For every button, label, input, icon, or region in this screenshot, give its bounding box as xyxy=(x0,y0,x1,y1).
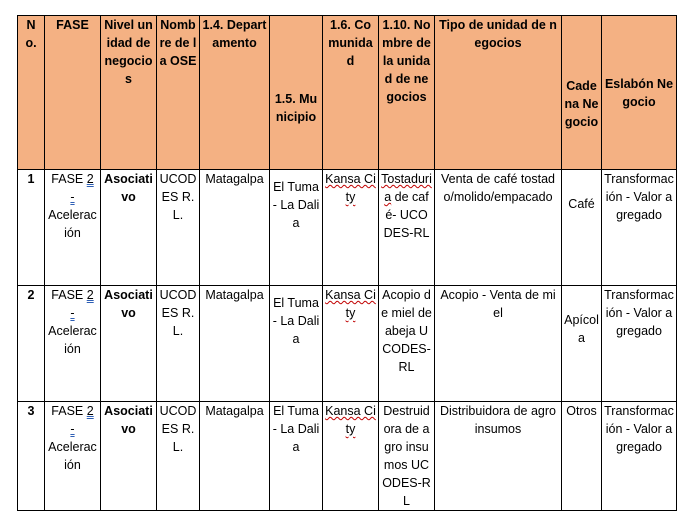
header-no: N o. xyxy=(18,16,45,170)
header-municipio: 1.5. Municipio xyxy=(270,16,323,170)
row-tipo-unidad: Distribuidora de agro insumos xyxy=(435,402,562,511)
row-eslabon: Transformación - Valor agregado xyxy=(602,286,677,402)
row-nombre-unidad: Destruidora de agro insumos UCODES-RL xyxy=(379,402,435,511)
header-departamento: 1.4. Departamento xyxy=(200,16,270,170)
row-municipio: El Tuma - La Dalia xyxy=(270,170,323,286)
row-eslabon: Transformación - Valor agregado xyxy=(602,170,677,286)
row-eslabon: Transformación - Valor agregado xyxy=(602,402,677,511)
header-tipo-unidad: Tipo de unidad de negocios xyxy=(435,16,562,170)
row-no: 3 xyxy=(18,402,45,511)
table-row xyxy=(18,170,677,286)
row-nivel: Asociativo xyxy=(101,170,157,286)
row-departamento: Matagalpa xyxy=(200,170,270,286)
header-eslabon: Eslabón Negocio xyxy=(602,16,677,170)
row-fase: FASE 2 - Aceleración xyxy=(45,286,101,402)
row-cadena: Café xyxy=(562,170,602,286)
row-departamento: Matagalpa xyxy=(200,402,270,511)
header-nombre-unidad: 1.10. Nombre de la unidad de negocios xyxy=(379,16,435,170)
row-comunidad: Kansa City xyxy=(323,170,379,286)
row-tipo-unidad: Venta de café tostado/molido/empacado xyxy=(435,170,562,286)
header-fase: FASE xyxy=(45,16,101,170)
row-ose: UCODES R.L. xyxy=(157,402,200,511)
row-cadena: Otros xyxy=(562,402,602,511)
row-departamento: Matagalpa xyxy=(200,286,270,402)
row-fase: FASE 2 - Aceleración xyxy=(45,170,101,286)
row-nivel: Asociativo xyxy=(101,286,157,402)
row-no: 1 xyxy=(18,170,45,286)
row-nombre-unidad: Acopio de miel de abeja UCODES-RL xyxy=(379,286,435,402)
table-row xyxy=(18,402,677,511)
row-fase: FASE 2 - Aceleración xyxy=(45,402,101,511)
row-nombre-unidad: Tostaduria de café- UCODES-RL xyxy=(379,170,435,286)
table-row xyxy=(18,286,677,402)
header-nombre-ose: Nombre de la OSE xyxy=(157,16,200,170)
row-municipio: El Tuma - La Dalia xyxy=(270,286,323,402)
row-cadena: Apícola xyxy=(562,286,602,402)
business-units-table xyxy=(17,15,677,511)
row-comunidad: Kansa City xyxy=(323,402,379,511)
header-comunidad: 1.6. Comunidad xyxy=(323,16,379,170)
header-cadena: Cadena Negocio xyxy=(562,16,602,170)
row-tipo-unidad: Acopio - Venta de miel xyxy=(435,286,562,402)
row-ose: UCODES R.L. xyxy=(157,286,200,402)
row-municipio: El Tuma - La Dalia xyxy=(270,402,323,511)
header-row xyxy=(18,16,677,170)
row-ose: UCODES R.L. xyxy=(157,170,200,286)
row-comunidad: Kansa City xyxy=(323,286,379,402)
row-nivel: Asociativo xyxy=(101,402,157,511)
row-no: 2 xyxy=(18,286,45,402)
header-nivel: Nivel unidad de negocios xyxy=(101,16,157,170)
